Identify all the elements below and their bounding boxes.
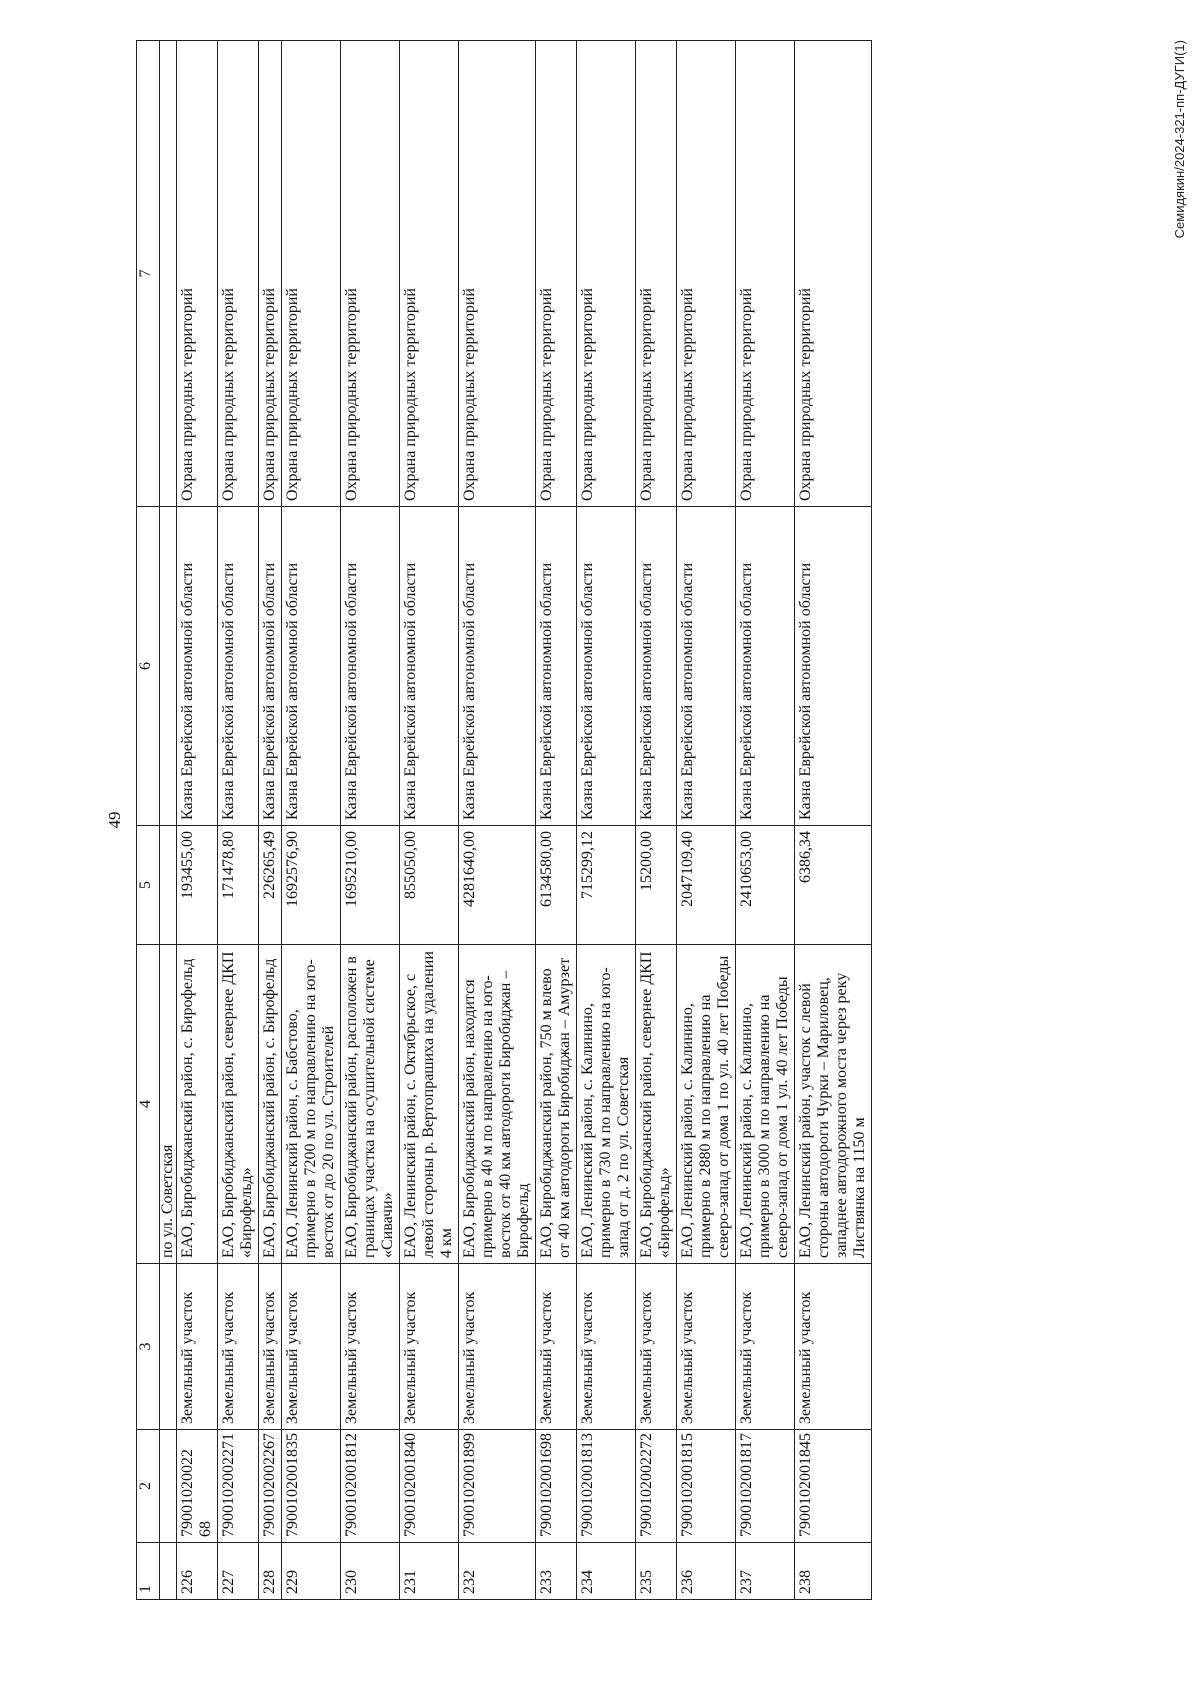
cadastral-number-cell: 7900102001840: [400, 1430, 459, 1543]
cadastral-number-cell: 7900102001815: [677, 1430, 736, 1543]
owner-cell: Казна Еврейской автономной области: [795, 507, 872, 826]
table-row: [536, 41, 577, 1600]
row-number-cell: 226: [177, 1543, 218, 1600]
owner-cell: Казна Еврейской автономной области: [636, 507, 677, 826]
value-cell: 15200,00: [636, 826, 677, 945]
table-row: [400, 41, 459, 1600]
page-number: 49: [105, 811, 124, 829]
column-header-2: 2: [137, 1430, 160, 1543]
location-cell: ЕАО, Ленинский район, с. Калинино, примерно в 3000 м по направлению на северо-запад от дома 1 ул. 40 лет Победы: [736, 945, 795, 1264]
continuation-row: [160, 41, 177, 1600]
table-row: [459, 41, 536, 1600]
table-row: [282, 41, 341, 1600]
owner-cell: Казна Еврейской автономной области: [577, 507, 636, 826]
object-type-cell: Земельный участок: [400, 1264, 459, 1430]
cadastral-number-cell: 7900102001899: [459, 1430, 536, 1543]
object-type-cell: Земельный участок: [795, 1264, 872, 1430]
location-cell: ЕАО, Ленинский район, с. Калинино, примерно в 2880 м по направлению на северо-запад от дома 1 по ул. 40 лет Победы: [677, 945, 736, 1264]
value-cell: 6386,34: [795, 826, 872, 945]
object-type-cell: Земельный участок: [677, 1264, 736, 1430]
row-number-cell: 238: [795, 1543, 872, 1600]
cadastral-number-cell: 7900102001817: [736, 1430, 795, 1543]
column-header-4: 4: [137, 945, 160, 1264]
location-cell: ЕАО, Ленинский район, участок с левой стороны автодороги Чурки – Мариловец, западнее автодорожного моста через реку Листвянка на 1150 м: [795, 945, 872, 1264]
row-number-cell: 229: [282, 1543, 341, 1600]
owner-cell: Казна Еврейской автономной области: [736, 507, 795, 826]
purpose-cell: Охрана природных территорий: [282, 41, 341, 507]
object-type-cell: Земельный участок: [459, 1264, 536, 1430]
value-cell: 1695210,00: [341, 826, 400, 945]
table-row: [736, 41, 795, 1600]
table-row: [218, 41, 259, 1600]
purpose-cell: Охрана природных территорий: [795, 41, 872, 507]
object-type-cell: Земельный участок: [282, 1264, 341, 1430]
object-type-cell: Земельный участок: [536, 1264, 577, 1430]
purpose-cell: Охрана природных территорий: [218, 41, 259, 507]
purpose-cell: Охрана природных территорий: [636, 41, 677, 507]
row-number-cell: 227: [218, 1543, 259, 1600]
object-type-cell: Земельный участок: [577, 1264, 636, 1430]
object-type-cell: Земельный участок: [218, 1264, 259, 1430]
row-number-cell: 233: [536, 1543, 577, 1600]
table-cell: [160, 507, 177, 826]
table-cell: [160, 1264, 177, 1430]
location-cell: ЕАО, Биробиджанский район, севернее ДКП «Бирофельд»: [636, 945, 677, 1264]
column-header-6: 6: [137, 507, 160, 826]
object-type-cell: Земельный участок: [177, 1264, 218, 1430]
location-cell: ЕАО, Ленинский район, с. Октябрьское, с левой стороны р. Вертопрашиха на удалении 4 км: [400, 945, 459, 1264]
object-type-cell: Земельный участок: [736, 1264, 795, 1430]
table-row: [259, 41, 282, 1600]
owner-cell: Казна Еврейской автономной области: [218, 507, 259, 826]
cadastral-number-cell: 7900102001812: [341, 1430, 400, 1543]
owner-cell: Казна Еврейской автономной области: [459, 507, 536, 826]
owner-cell: Казна Еврейской автономной области: [259, 507, 282, 826]
row-number-cell: 228: [259, 1543, 282, 1600]
table-cell: [160, 1543, 177, 1600]
value-cell: 6134580,00: [536, 826, 577, 945]
value-cell: 4281640,00: [459, 826, 536, 945]
rotated-page: [100, 40, 1187, 1600]
table-row: [677, 41, 736, 1600]
purpose-cell: Охрана природных территорий: [577, 41, 636, 507]
purpose-cell: Охрана природных территорий: [259, 41, 282, 507]
row-number-cell: 236: [677, 1543, 736, 1600]
row-number-cell: 234: [577, 1543, 636, 1600]
value-cell: 1692576,90: [282, 826, 341, 945]
cadastral-number-cell: 7900102001845: [795, 1430, 872, 1543]
object-type-cell: Земельный участок: [259, 1264, 282, 1430]
location-cell: ЕАО, Биробиджанский район, 750 м влево от 40 км автодороги Биробиджан – Амурзет: [536, 945, 577, 1264]
table-cell: [160, 826, 177, 945]
cadastral-number-cell: 7900102002272: [636, 1430, 677, 1543]
table-row: [577, 41, 636, 1600]
purpose-cell: Охрана природных территорий: [341, 41, 400, 507]
continuation-text: по ул. Советская: [160, 945, 177, 1264]
table-cell: [160, 41, 177, 507]
document-code: Семидякин/2024-321-пп-ДУГИ(1): [1172, 40, 1187, 239]
object-type-cell: Земельный участок: [341, 1264, 400, 1430]
cadastral-number-cell: 7900102002267: [259, 1430, 282, 1543]
location-cell: ЕАО, Биробиджанский район, расположен в границах участка на осушительной системе «Сивачи»: [341, 945, 400, 1264]
purpose-cell: Охрана природных территорий: [536, 41, 577, 507]
owner-cell: Казна Еврейской автономной области: [282, 507, 341, 826]
column-header-5: 5: [137, 826, 160, 945]
location-cell: ЕАО, Биробиджанский район, находится примерно в 40 м по направлению на юго-восток от 40 км автодороги Биробиджан – Бирофельд: [459, 945, 536, 1264]
location-cell: ЕАО, Биробиджанский район, севернее ДКП «Бирофельд»: [218, 945, 259, 1264]
cadastral-number-cell: 79001020022​68: [177, 1430, 218, 1543]
owner-cell: Казна Еврейской автономной области: [341, 507, 400, 826]
value-cell: 715299,12: [577, 826, 636, 945]
column-header-7: 7: [137, 41, 160, 507]
value-cell: 171478,80: [218, 826, 259, 945]
table-row: [636, 41, 677, 1600]
cadastral-number-cell: 7900102001698: [536, 1430, 577, 1543]
location-cell: ЕАО, Ленинский район, с. Бабстово, примерно в 7200 м по направлению на юго-восток от до 20 по ул. Строителей: [282, 945, 341, 1264]
location-cell: ЕАО, Ленинский район, с. Калинино, примерно в 730 м по направлению на юго-запад от д. 2 по ул. Советская: [577, 945, 636, 1264]
table-row: [341, 41, 400, 1600]
owner-cell: Казна Еврейской автономной области: [677, 507, 736, 826]
column-header-1: 1: [137, 1543, 160, 1600]
object-type-cell: Земельный участок: [636, 1264, 677, 1430]
value-cell: 2410653,00: [736, 826, 795, 945]
row-number-cell: 230: [341, 1543, 400, 1600]
column-header-3: 3: [137, 1264, 160, 1430]
purpose-cell: Охрана природных территорий: [400, 41, 459, 507]
value-cell: 855050,00: [400, 826, 459, 945]
table-header-row: [137, 41, 160, 1600]
table-row: [177, 41, 218, 1600]
location-cell: ЕАО, Биробиджанский район, с. Бирофельд: [259, 945, 282, 1264]
cadastral-number-cell: 7900102001835: [282, 1430, 341, 1543]
row-number-cell: 235: [636, 1543, 677, 1600]
table-cell: [160, 1430, 177, 1543]
purpose-cell: Охрана природных территорий: [459, 41, 536, 507]
property-table: [136, 40, 872, 1600]
value-cell: 193455,00: [177, 826, 218, 945]
location-cell: ЕАО, Биробиджанский район, с. Бирофельд: [177, 945, 218, 1264]
owner-cell: Казна Еврейской автономной области: [177, 507, 218, 826]
row-number-cell: 232: [459, 1543, 536, 1600]
table-row: [795, 41, 872, 1600]
purpose-cell: Охрана природных территорий: [177, 41, 218, 507]
cadastral-number-cell: 7900102001813: [577, 1430, 636, 1543]
value-cell: 226265,49: [259, 826, 282, 945]
owner-cell: Казна Еврейской автономной области: [536, 507, 577, 826]
row-number-cell: 237: [736, 1543, 795, 1600]
cadastral-number-cell: 7900102002271: [218, 1430, 259, 1543]
purpose-cell: Охрана природных территорий: [677, 41, 736, 507]
purpose-cell: Охрана природных территорий: [736, 41, 795, 507]
owner-cell: Казна Еврейской автономной области: [400, 507, 459, 826]
value-cell: 2047109,40: [677, 826, 736, 945]
row-number-cell: 231: [400, 1543, 459, 1600]
